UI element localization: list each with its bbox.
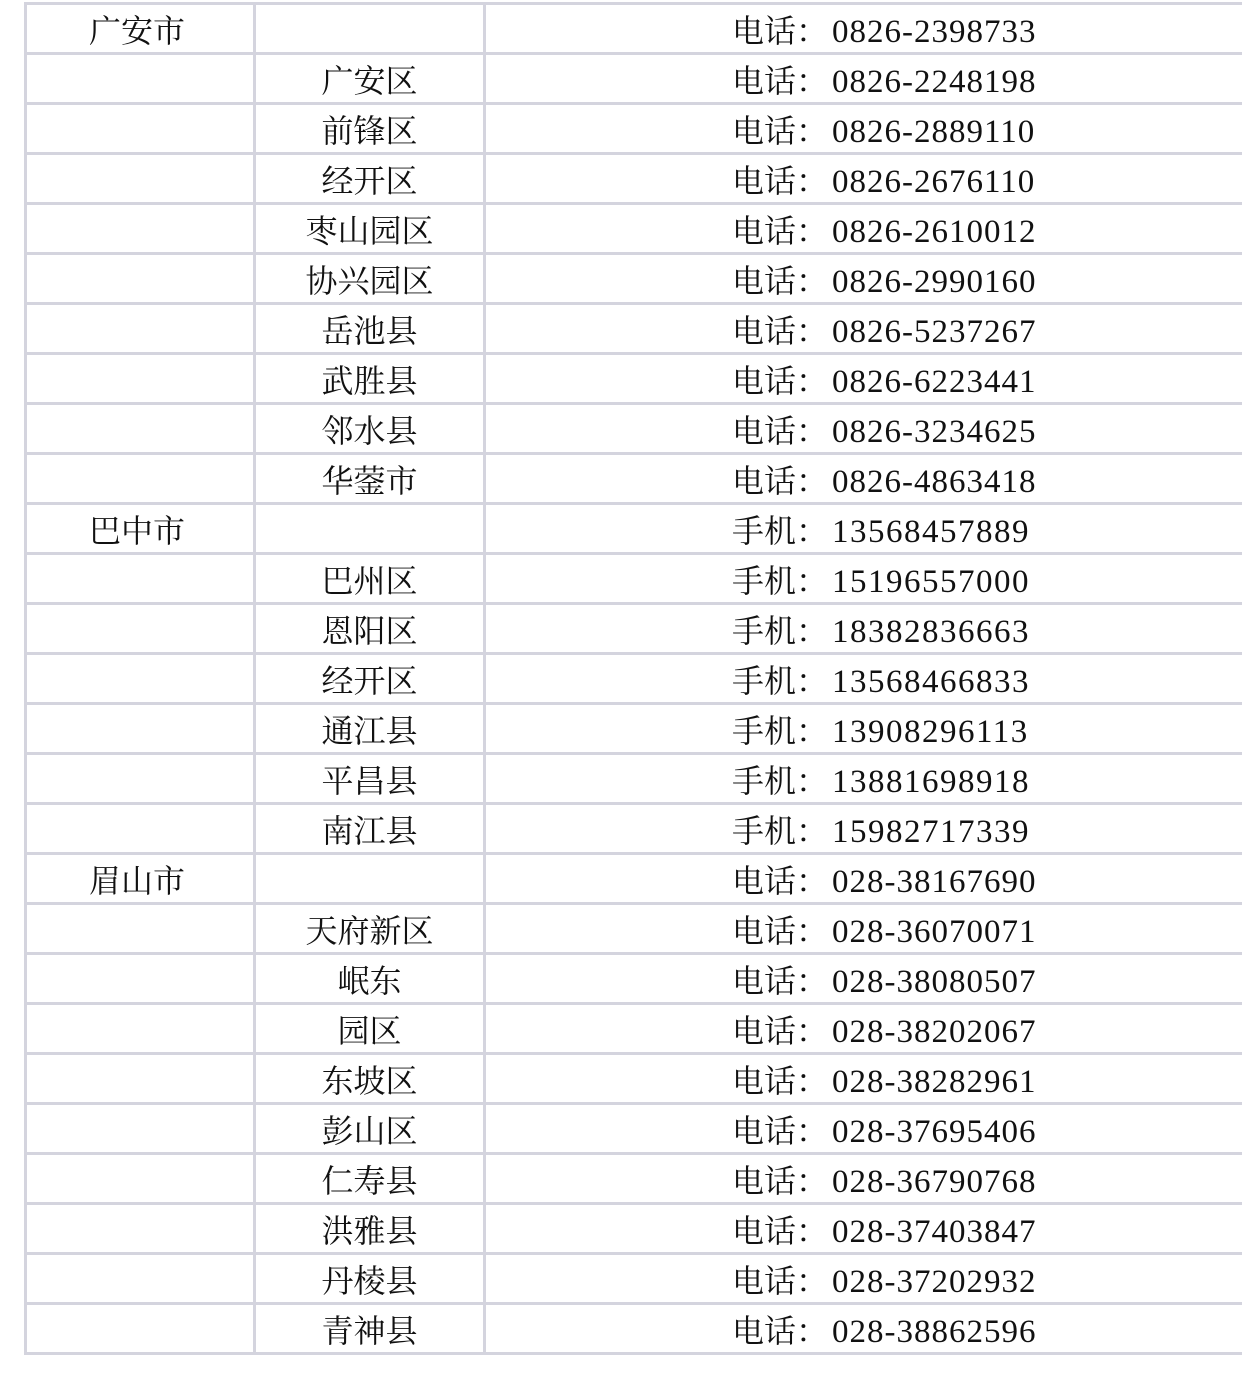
table-row <box>26 904 1242 954</box>
district-cell <box>255 854 485 904</box>
phone-number: 13568466833 <box>832 663 1031 700</box>
phone-number: 13881698918 <box>832 763 1031 800</box>
phone-separator: ： <box>796 461 829 500</box>
district-cell: 通江县 <box>255 704 485 754</box>
phone-number: 0826-2990160 <box>832 263 1037 300</box>
phone-label: 手机 <box>732 711 797 750</box>
phone-number: 028-37202932 <box>832 1263 1037 1300</box>
district-cell: 洪雅县 <box>255 1204 485 1254</box>
phone-number: 0826-6223441 <box>832 363 1037 400</box>
district-cell: 广安区 <box>255 54 485 104</box>
city-cell <box>26 354 255 404</box>
district-cell: 岳池县 <box>255 304 485 354</box>
district-cell: 枣山园区 <box>255 204 485 254</box>
phone-cell <box>485 754 1242 804</box>
table-row <box>26 1104 1242 1154</box>
table-row <box>26 104 1242 154</box>
phone-number: 0826-2889110 <box>832 113 1036 150</box>
phone-separator: ： <box>796 611 829 650</box>
table-row <box>26 304 1242 354</box>
district-cell: 南江县 <box>255 804 485 854</box>
phone-separator: ： <box>796 1111 829 1150</box>
city-cell <box>26 304 255 354</box>
district-cell: 平昌县 <box>255 754 485 804</box>
city-cell: 眉山市 <box>26 854 255 904</box>
table-row <box>26 954 1242 1004</box>
district-cell: 武胜县 <box>255 354 485 404</box>
phone-label: 电话 <box>732 311 797 350</box>
table-row <box>26 404 1242 454</box>
district-cell <box>255 4 485 54</box>
phone-cell <box>485 704 1242 754</box>
city-cell <box>26 1104 255 1154</box>
table-row <box>26 4 1242 54</box>
phone-cell <box>485 1154 1242 1204</box>
phone-cell <box>485 1254 1242 1304</box>
phone-separator: ： <box>796 111 829 150</box>
phone-cell <box>485 1304 1242 1354</box>
phone-cell <box>485 504 1242 554</box>
phone-cell <box>485 54 1242 104</box>
phone-separator: ： <box>796 61 829 100</box>
phone-label: 电话 <box>732 161 797 200</box>
phone-label: 电话 <box>732 211 797 250</box>
phone-cell <box>485 254 1242 304</box>
table-row <box>26 504 1242 554</box>
district-cell: 东坡区 <box>255 1054 485 1104</box>
city-cell: 广安市 <box>26 4 255 54</box>
city-cell <box>26 404 255 454</box>
table-row <box>26 354 1242 404</box>
district-cell: 巴州区 <box>255 554 485 604</box>
phone-separator: ： <box>796 311 829 350</box>
phone-number: 028-36070071 <box>832 913 1037 950</box>
table-row <box>26 1054 1242 1104</box>
phone-number: 028-38282961 <box>832 1063 1037 1100</box>
phone-label: 电话 <box>732 961 797 1000</box>
phone-number: 13908296113 <box>832 713 1029 750</box>
table-row <box>26 704 1242 754</box>
phone-separator: ： <box>796 761 829 800</box>
city-cell <box>26 654 255 704</box>
phone-label: 电话 <box>732 111 797 150</box>
phone-label: 电话 <box>732 1061 797 1100</box>
district-cell: 协兴园区 <box>255 254 485 304</box>
contact-table-body <box>26 4 1242 1354</box>
phone-cell <box>485 654 1242 704</box>
phone-cell <box>485 1054 1242 1104</box>
city-cell <box>26 54 255 104</box>
contact-table <box>24 2 1242 1355</box>
table-row <box>26 854 1242 904</box>
phone-separator: ： <box>796 711 829 750</box>
city-cell <box>26 454 255 504</box>
phone-number: 0826-5237267 <box>832 313 1037 350</box>
phone-label: 电话 <box>732 1161 797 1200</box>
city-cell <box>26 754 255 804</box>
phone-number: 0826-4863418 <box>832 463 1037 500</box>
city-cell <box>26 1254 255 1304</box>
table-row <box>26 54 1242 104</box>
city-cell: 巴中市 <box>26 504 255 554</box>
phone-label: 电话 <box>732 361 797 400</box>
phone-number: 028-38862596 <box>832 1313 1037 1350</box>
phone-separator: ： <box>796 211 829 250</box>
phone-separator: ： <box>796 1261 829 1300</box>
phone-label: 手机 <box>732 611 797 650</box>
city-cell <box>26 1304 255 1354</box>
phone-separator: ： <box>796 661 829 700</box>
district-cell: 天府新区 <box>255 904 485 954</box>
phone-number: 028-36790768 <box>832 1163 1037 1200</box>
city-cell <box>26 104 255 154</box>
phone-label: 手机 <box>732 511 797 550</box>
phone-separator: ： <box>796 561 829 600</box>
table-row <box>26 804 1242 854</box>
district-cell: 邻水县 <box>255 404 485 454</box>
phone-number: 0826-3234625 <box>832 413 1037 450</box>
table-row <box>26 754 1242 804</box>
phone-cell <box>485 1204 1242 1254</box>
city-cell <box>26 904 255 954</box>
table-row <box>26 1154 1242 1204</box>
phone-label: 电话 <box>732 61 797 100</box>
city-cell <box>26 804 255 854</box>
phone-separator: ： <box>796 861 829 900</box>
phone-cell <box>485 1004 1242 1054</box>
phone-number: 18382836663 <box>832 613 1031 650</box>
phone-cell <box>485 454 1242 504</box>
phone-label: 手机 <box>732 811 797 850</box>
district-cell: 经开区 <box>255 654 485 704</box>
phone-number: 0826-2248198 <box>832 63 1037 100</box>
phone-cell <box>485 854 1242 904</box>
district-cell: 前锋区 <box>255 104 485 154</box>
table-row <box>26 204 1242 254</box>
phone-label: 电话 <box>732 1261 797 1300</box>
district-cell: 仁寿县 <box>255 1154 485 1204</box>
city-cell <box>26 1204 255 1254</box>
phone-label: 电话 <box>732 1011 797 1050</box>
phone-cell <box>485 354 1242 404</box>
phone-separator: ： <box>796 1211 829 1250</box>
phone-number: 0826-2676110 <box>832 163 1036 200</box>
phone-number: 0826-2610012 <box>832 213 1037 250</box>
phone-number: 13568457889 <box>832 513 1031 550</box>
table-row <box>26 454 1242 504</box>
table-row <box>26 554 1242 604</box>
phone-separator: ： <box>796 811 829 850</box>
phone-separator: ： <box>796 961 829 1000</box>
phone-separator: ： <box>796 261 829 300</box>
phone-number: 15982717339 <box>832 813 1031 850</box>
phone-cell <box>485 154 1242 204</box>
district-cell: 彭山区 <box>255 1104 485 1154</box>
phone-number: 028-38167690 <box>832 863 1037 900</box>
phone-label: 电话 <box>732 1311 797 1350</box>
phone-cell <box>485 104 1242 154</box>
phone-cell <box>485 304 1242 354</box>
district-cell: 华蓥市 <box>255 454 485 504</box>
table-row <box>26 1204 1242 1254</box>
phone-cell <box>485 904 1242 954</box>
table-row <box>26 154 1242 204</box>
phone-label: 手机 <box>732 661 797 700</box>
city-cell <box>26 1154 255 1204</box>
phone-label: 电话 <box>732 261 797 300</box>
phone-cell <box>485 4 1242 54</box>
district-cell: 恩阳区 <box>255 604 485 654</box>
city-cell <box>26 254 255 304</box>
city-cell <box>26 554 255 604</box>
phone-number: 028-38080507 <box>832 963 1037 1000</box>
city-cell <box>26 1004 255 1054</box>
phone-separator: ： <box>796 1011 829 1050</box>
table-row <box>26 1004 1242 1054</box>
phone-label: 电话 <box>732 411 797 450</box>
district-cell: 岷东 <box>255 954 485 1004</box>
district-cell: 园区 <box>255 1004 485 1054</box>
city-cell <box>26 1054 255 1104</box>
phone-separator: ： <box>796 1311 829 1350</box>
phone-separator: ： <box>796 1061 829 1100</box>
phone-cell <box>485 1104 1242 1154</box>
district-cell: 经开区 <box>255 154 485 204</box>
table-row <box>26 654 1242 704</box>
phone-number: 028-38202067 <box>832 1013 1037 1050</box>
phone-separator: ： <box>796 911 829 950</box>
phone-cell <box>485 804 1242 854</box>
district-cell <box>255 504 485 554</box>
phone-number: 0826-2398733 <box>832 13 1037 50</box>
phone-separator: ： <box>796 511 829 550</box>
phone-cell <box>485 604 1242 654</box>
phone-label: 电话 <box>732 861 797 900</box>
phone-label: 电话 <box>732 1111 797 1150</box>
phone-cell <box>485 554 1242 604</box>
phone-number: 15196557000 <box>832 563 1031 600</box>
phone-cell <box>485 204 1242 254</box>
phone-number: 028-37695406 <box>832 1113 1037 1150</box>
phone-separator: ： <box>796 11 829 50</box>
table-row <box>26 1304 1242 1354</box>
district-cell: 青神县 <box>255 1304 485 1354</box>
table-row <box>26 1254 1242 1304</box>
phone-label: 电话 <box>732 911 797 950</box>
city-cell <box>26 204 255 254</box>
phone-label: 手机 <box>732 761 797 800</box>
phone-label: 电话 <box>732 1211 797 1250</box>
phone-separator: ： <box>796 411 829 450</box>
district-cell: 丹棱县 <box>255 1254 485 1304</box>
phone-label: 手机 <box>732 561 797 600</box>
phone-separator: ： <box>796 361 829 400</box>
phone-cell <box>485 954 1242 1004</box>
phone-label: 电话 <box>732 11 797 50</box>
phone-separator: ： <box>796 1161 829 1200</box>
table-row <box>26 604 1242 654</box>
city-cell <box>26 704 255 754</box>
city-cell <box>26 954 255 1004</box>
phone-separator: ： <box>796 161 829 200</box>
table-row <box>26 254 1242 304</box>
city-cell <box>26 154 255 204</box>
phone-label: 电话 <box>732 461 797 500</box>
phone-cell <box>485 404 1242 454</box>
phone-number: 028-37403847 <box>832 1213 1037 1250</box>
city-cell <box>26 604 255 654</box>
